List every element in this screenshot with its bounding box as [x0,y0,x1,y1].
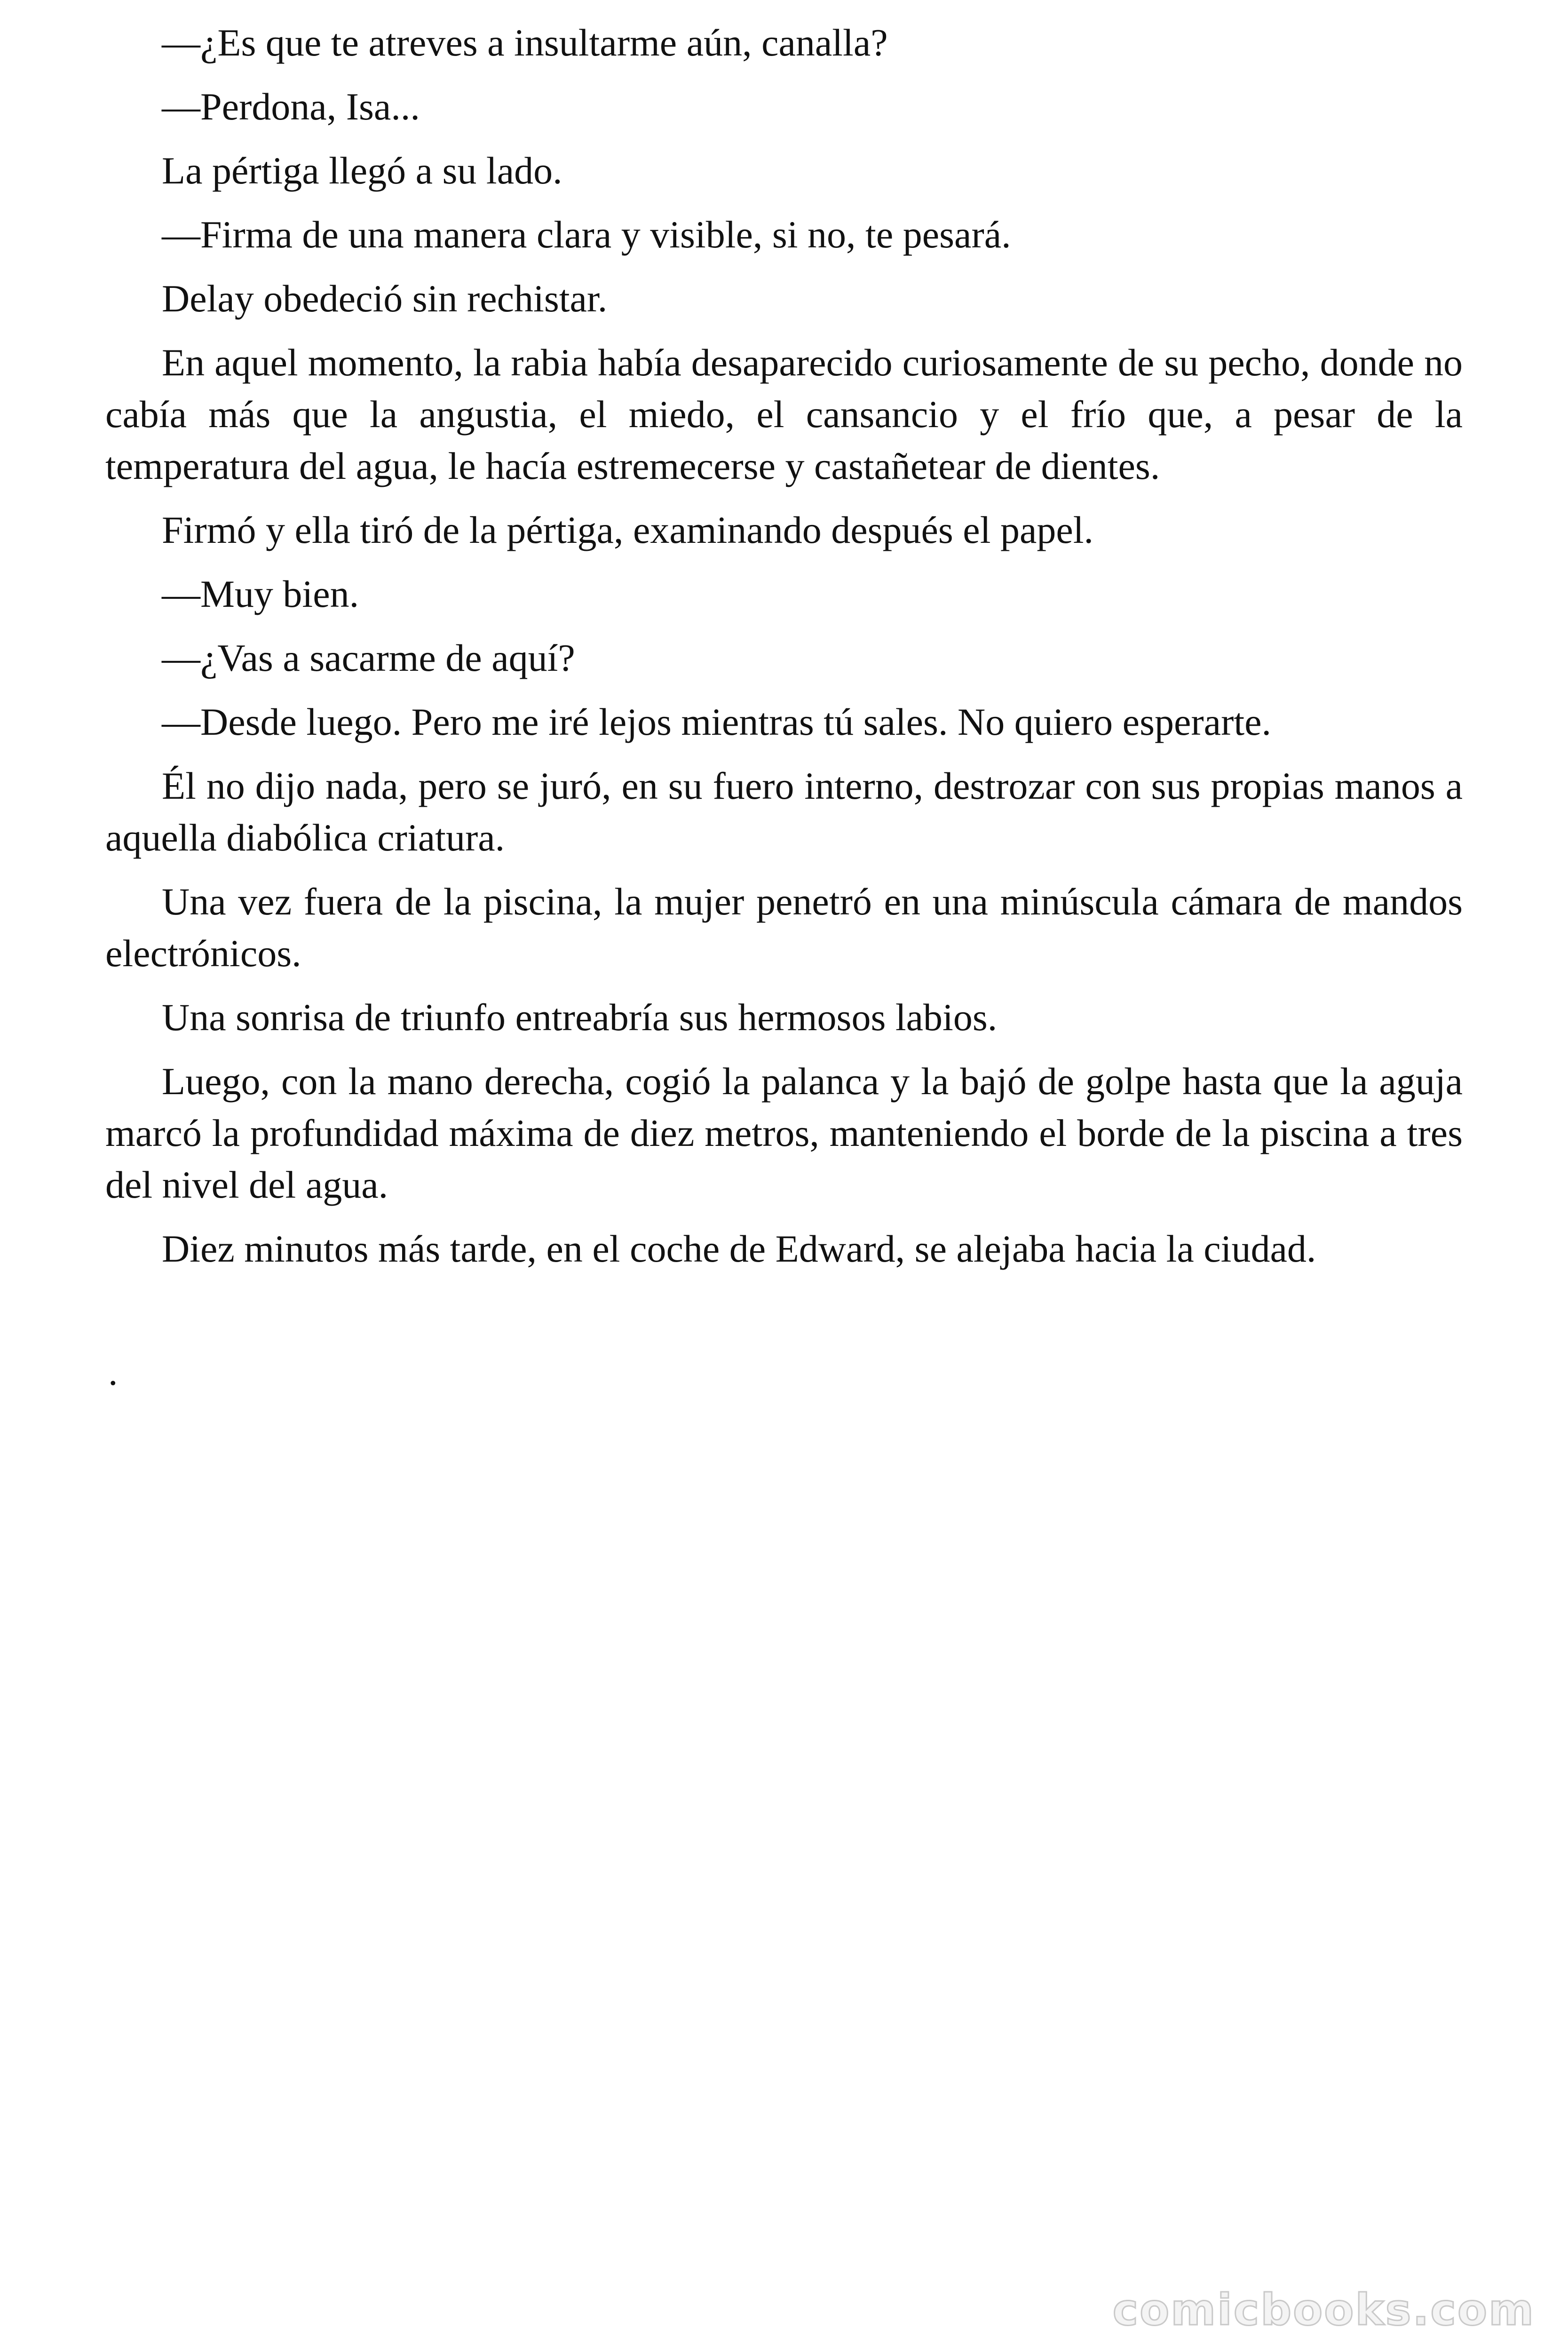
paragraph: En aquel momento, la rabia había desaparecido curiosamente de su pecho, donde no cabía más que la angustia, el miedo, el cansancio y el frío que, a pesar de la temperatura del agua, le hacía estremecerse y castañetear de dientes. [105,341,1463,487]
watermark-text: comicbooks.com [1112,2285,1535,2335]
paragraph: Luego, con la mano derecha, cogió la palanca y la bajó de golpe hasta que la aguja marcó la profundidad máxima de diez metros, manteniendo el borde de la piscina a tres del nivel del agua. [105,1060,1463,1206]
paragraph: La pértiga llegó a su lado. [162,149,562,192]
paragraph: Una vez fuera de la piscina, la mujer penetró en una minúscula cámara de mandos electrónicos. [105,880,1463,975]
paragraph: Firmó y ella tiró de la pértiga, examinando después el papel. [162,509,1094,551]
book-page-text [105,17,1463,1287]
paragraph: Delay obedeció sin rechistar. [162,277,608,320]
paragraph: —¿Vas a sacarme de aquí? [162,636,575,679]
paragraph: —¿Es que te atreves a insultarme aún, canalla? [162,21,888,64]
paragraph: —Muy bien. [162,572,359,615]
paragraph: —Perdona, Isa... [162,85,420,128]
paragraph: —Firma de una manera clara y visible, si no, te pesará. [162,213,1011,256]
trailing-mark: . [108,1351,118,1393]
paragraph: Él no dijo nada, pero se juró, en su fuero interno, destrozar con sus propias manos a aquella diabólica criatura. [105,764,1463,859]
paragraph: Diez minutos más tarde, en el coche de Edward, se alejaba hacia la ciudad. [162,1227,1316,1270]
paragraph: —Desde luego. Pero me iré lejos mientras tú sales. No quiero esperarte. [162,700,1272,743]
paragraph: Una sonrisa de triunfo entreabría sus hermosos labios. [162,996,998,1039]
